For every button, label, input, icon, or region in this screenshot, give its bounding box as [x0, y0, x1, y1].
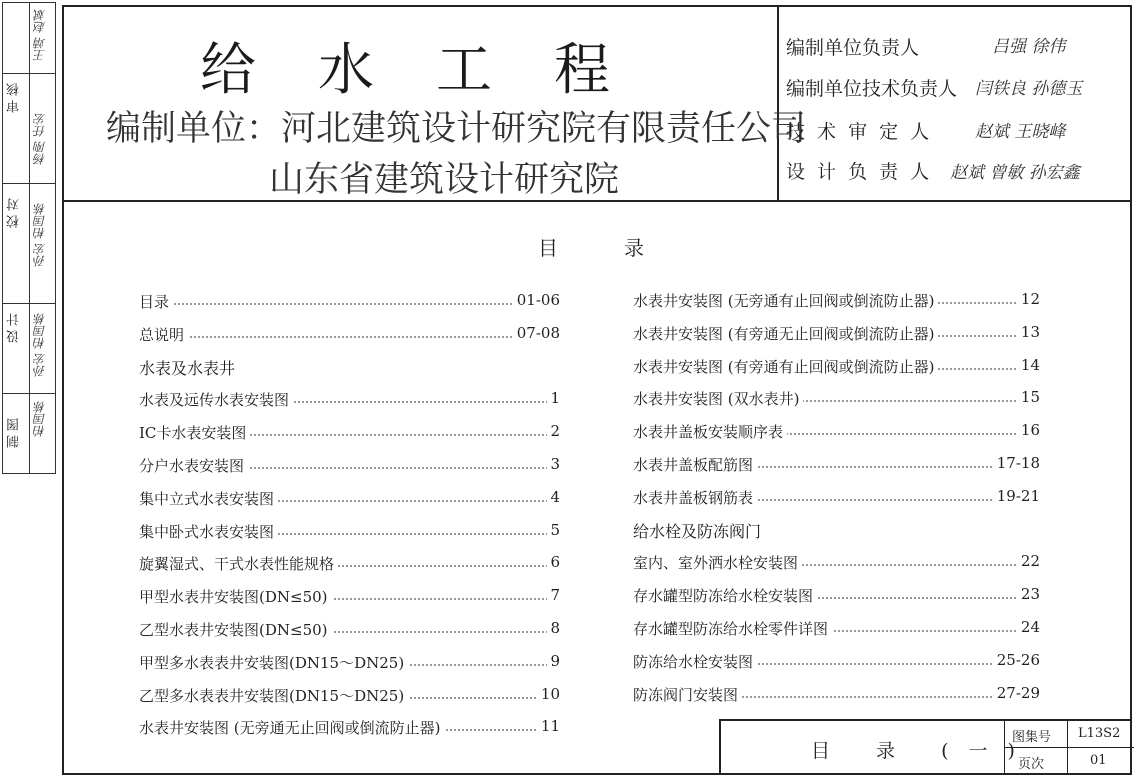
- resp-label: 技 术 审 定 人: [786, 121, 933, 143]
- toc-entry: [633, 487, 1040, 507]
- strip-signature: 王靖 赵斌: [33, 9, 47, 61]
- toc-entry: [633, 323, 1040, 343]
- toc-entry-title: 乙型水表井安装图(DN≤50): [139, 621, 332, 639]
- strip-signature: 孙宏 柏国栋: [33, 313, 47, 377]
- toc-entry-title: 水表井盖板配筋图: [633, 456, 757, 474]
- toc-heading: 目: [538, 236, 558, 260]
- toc-page-number: 22: [1018, 552, 1040, 570]
- toc-page-number: 15: [1018, 388, 1040, 406]
- toc-entry-title: 存水罐型防冻给水栓零件详图: [633, 620, 832, 638]
- toc-entry-title: 总说明: [139, 326, 188, 344]
- toc-entry: [139, 291, 560, 311]
- toc-page-number: 3: [547, 455, 560, 473]
- strip-label-design: 设 计: [7, 313, 22, 344]
- toc-entry-title: 室内、室外洒水栓安装图: [633, 554, 802, 572]
- resp-signature: 闫铁良 孙德玉: [975, 79, 1083, 99]
- toc-page-number: 12: [1018, 290, 1040, 308]
- toc-page-number: 8: [547, 619, 560, 637]
- resp-label: 编制单位技术负责人: [786, 78, 958, 100]
- page-label: 页次: [1018, 757, 1045, 772]
- toc-entry: [139, 455, 560, 475]
- toc-entry: [633, 651, 1040, 671]
- toc-entry: [633, 356, 1040, 376]
- strip-signature: 柏国栋: [33, 401, 47, 437]
- toc-entry-title: 防冻给水栓安装图: [633, 653, 757, 671]
- toc-page-number: 6: [547, 553, 560, 571]
- toc-page-number: 24: [1018, 618, 1040, 636]
- toc-entry: [139, 619, 560, 639]
- strip-signature: 孙宏 柏国栋: [33, 203, 47, 267]
- toc-entry-title: 甲型多水表表井安装图(DN15～DN25): [139, 654, 408, 672]
- toc-entry-title: 水表井安装图 (无旁通无止回阀或倒流防止器): [139, 719, 444, 737]
- toc-page-number: 07-08: [514, 324, 560, 342]
- toc-page-number: 27-29: [994, 684, 1040, 702]
- page-value: 01: [1090, 753, 1107, 768]
- atlas-label: 图集号: [1012, 730, 1052, 745]
- toc-page-number: 10: [538, 685, 560, 703]
- resp-label: 编制单位负责人: [786, 37, 920, 59]
- toc-entry: [139, 586, 560, 606]
- toc-entry-title: 防冻阀门安装图: [633, 686, 742, 704]
- toc-page-number: 9: [547, 652, 560, 670]
- toc-entry-title: 分户水表安装图: [139, 457, 248, 475]
- toc-entry: [139, 389, 560, 409]
- toc-entry: [139, 488, 560, 508]
- toc-page-number: 23: [1018, 585, 1040, 603]
- page-title: 给水工程: [200, 38, 672, 103]
- strip-label-review: 审 核: [7, 83, 22, 114]
- toc-entry: [633, 585, 1040, 605]
- resp-signature: 赵斌 王晓峰: [975, 122, 1066, 142]
- toc-entry: [633, 618, 1040, 638]
- toc-page-number: 4: [547, 488, 560, 506]
- toc-entry-title: 水表井盖板钢筋表: [633, 489, 757, 507]
- toc-entry: [139, 324, 560, 344]
- toc-entry: [633, 552, 1040, 572]
- resp-signature: 吕强 徐伟: [992, 37, 1066, 57]
- toc-entry: [633, 684, 1040, 704]
- org-line-2: 山东省建筑设计研究院: [269, 160, 620, 200]
- toc-section-heading: 水表及水表井: [139, 358, 236, 378]
- toc-leader: [139, 333, 560, 338]
- toc-page-number: 7: [547, 586, 560, 604]
- toc-page-number: 25-26: [994, 651, 1040, 669]
- toc-page-number: 14: [1018, 356, 1040, 374]
- toc-entry-title: 水表井安装图 (双水表井): [633, 390, 803, 408]
- toc-page-number: 19-21: [994, 487, 1040, 505]
- toc-leader: [139, 300, 560, 305]
- toc-section-heading: 给水栓及防冻阀门: [633, 521, 762, 541]
- resp-signature: 赵斌 曾敏 孙宏鑫: [950, 163, 1080, 183]
- atlas-value: L13S2: [1078, 726, 1121, 741]
- toc-page-number: 16: [1018, 421, 1040, 439]
- toc-page-number: 13: [1018, 323, 1040, 341]
- toc-entry-title: 乙型多水表表井安装图(DN15～DN25): [139, 687, 408, 705]
- toc-entry-title: 水表井安装图 (无旁通有止回阀或倒流防止器): [633, 292, 938, 310]
- toc-entry-title: 集中立式水表安装图: [139, 490, 278, 508]
- toc-entry-title: 水表井安装图 (有旁通有止回阀或倒流防止器): [633, 358, 938, 376]
- toc-entry: [139, 521, 560, 541]
- toc-entry-title: 存水罐型防冻给水栓安装图: [633, 587, 817, 605]
- strip-label-draw: 制 图: [7, 418, 22, 449]
- toc-entry: [139, 652, 560, 672]
- toc-entry: [139, 685, 560, 705]
- toc-entry-title: 集中卧式水表安装图: [139, 523, 278, 541]
- toc-entry-title: 旋翼湿式、干式水表性能规格: [139, 555, 338, 573]
- org-line-1: 编制单位：河北建筑设计研究院有限责任公司: [106, 109, 807, 149]
- toc-entry: [633, 388, 1040, 408]
- toc-entry: [633, 290, 1040, 310]
- toc-entry-title: 水表井盖板安装顺序表: [633, 423, 787, 441]
- toc-entry: [139, 422, 560, 442]
- toc-entry-title: 目录: [139, 293, 173, 311]
- toc-entry-title: IC卡水表安装图: [139, 424, 250, 442]
- signature-strip: [2, 2, 56, 474]
- toc-page-number: 11: [538, 717, 560, 735]
- toc-heading: 录: [624, 236, 644, 260]
- resp-label: 设 计 负 责 人: [786, 161, 933, 183]
- toc-page-number: 1: [547, 389, 560, 407]
- title-block: [719, 719, 1132, 775]
- toc-entry: [139, 717, 560, 737]
- strip-label-check: 校 对: [7, 198, 22, 229]
- toc-entry-title: 水表井安装图 (有旁通无止回阀或倒流防止器): [633, 325, 938, 343]
- toc-entry: [633, 421, 1040, 441]
- title-block-main: 目 录 (一): [811, 740, 1035, 762]
- toc-entry-title: 水表及远传水表安装图: [139, 391, 293, 409]
- toc-page-number: 2: [547, 422, 560, 440]
- toc-entry-title: 甲型水表井安装图(DN≤50): [139, 588, 332, 606]
- toc-page-number: 01-06: [514, 291, 560, 309]
- toc-page-number: 5: [547, 521, 560, 539]
- strip-signature: 杨刚 任宏: [33, 113, 47, 165]
- toc-page-number: 17-18: [994, 454, 1040, 472]
- toc-entry: [139, 553, 560, 573]
- toc-entry: [633, 454, 1040, 474]
